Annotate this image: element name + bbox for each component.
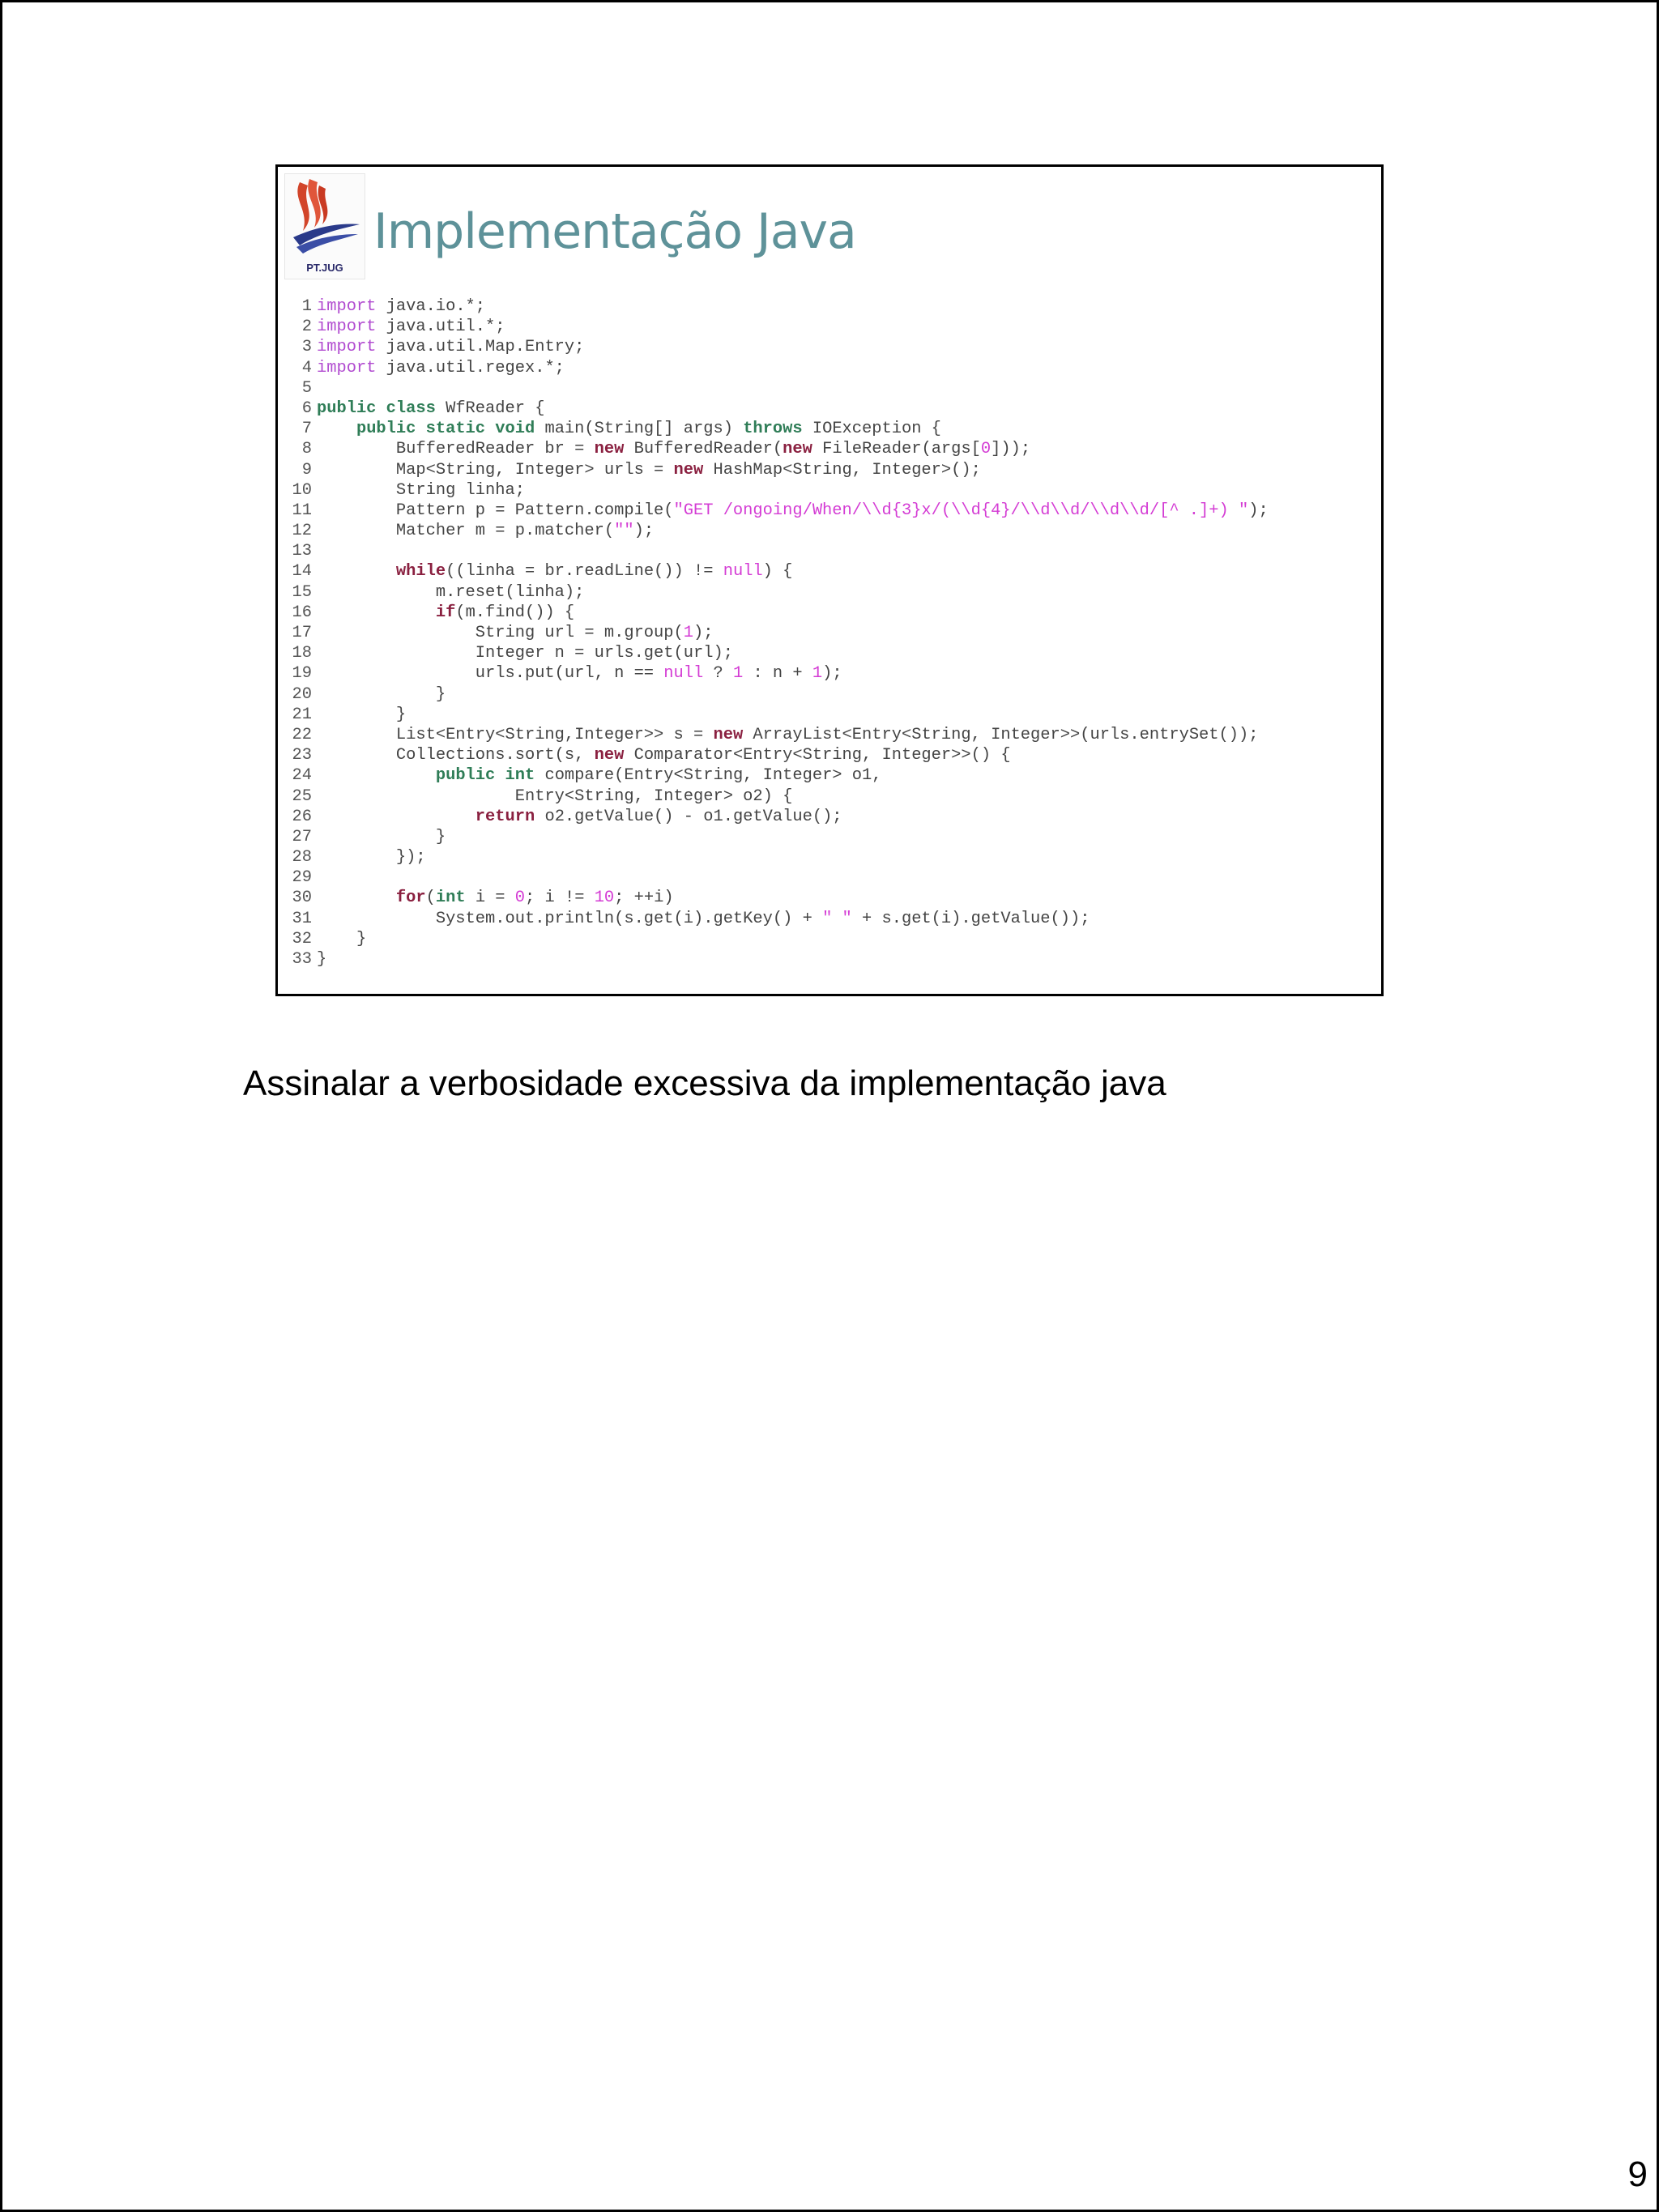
line-number: 24 <box>292 766 312 786</box>
code-token: 0 <box>514 889 526 908</box>
code-token: import <box>317 338 377 357</box>
code-line <box>278 521 1381 541</box>
code-token <box>317 808 476 826</box>
code-token: ? <box>703 664 733 684</box>
code-token <box>317 420 356 438</box>
code-token: Pattern p = Pattern.compile( <box>317 501 674 520</box>
code-token <box>317 889 396 907</box>
line-number: 26 <box>292 807 312 826</box>
code-token: ); <box>822 664 842 684</box>
line-number: 21 <box>292 705 312 724</box>
code-token: ; i != <box>525 889 595 908</box>
code-token: } <box>317 950 327 969</box>
code-line <box>278 603 1381 623</box>
code-line <box>278 623 1381 643</box>
code-token: new <box>673 460 704 479</box>
code-token: java.util.Map.Entry; <box>376 338 585 357</box>
code-token: BufferedReader br = <box>317 440 595 459</box>
line-number: 14 <box>292 562 312 582</box>
line-number: 7 <box>301 420 312 439</box>
line-number: 29 <box>292 868 312 888</box>
code-token: Map<String, Integer> urls = <box>317 460 674 479</box>
code-token: urls.put(url, n == <box>317 664 664 684</box>
code-line <box>278 582 1381 603</box>
code-token: 1 <box>812 664 823 684</box>
code-token: for <box>395 889 426 908</box>
code-line <box>278 949 1381 970</box>
code-line <box>278 419 1381 439</box>
code-line <box>278 888 1381 908</box>
code-token: new <box>783 440 812 459</box>
code-line <box>278 399 1381 419</box>
code-token <box>317 603 436 622</box>
code-token: new <box>713 725 744 744</box>
code-token: 0 <box>980 440 992 459</box>
code-token: new <box>594 746 625 765</box>
line-number: 13 <box>292 542 312 561</box>
code-token: Matcher m = p.matcher( <box>317 522 615 541</box>
line-number: 15 <box>292 582 312 602</box>
code-token: ])); <box>991 440 1031 459</box>
line-number: 33 <box>292 950 312 969</box>
code-line <box>278 684 1381 705</box>
code-token: m.reset(linha); <box>317 582 585 602</box>
code-token: 1 <box>732 664 744 684</box>
line-number: 22 <box>292 725 312 744</box>
line-number: 6 <box>301 399 312 418</box>
line-number: 10 <box>292 480 312 500</box>
code-token: ; ++i) <box>614 889 674 908</box>
line-number: 5 <box>301 378 312 398</box>
code-token: i = <box>465 889 515 908</box>
code-token: compare(Entry<String, Integer> o1, <box>535 766 882 786</box>
code-token: if <box>435 603 456 622</box>
line-number: 16 <box>292 603 312 622</box>
code-token: (m.find()) { <box>455 603 575 622</box>
code-line <box>278 847 1381 867</box>
page-number: 9 <box>1627 2154 1648 2194</box>
code-token: return <box>475 807 535 826</box>
code-token: "" <box>614 522 634 541</box>
code-line <box>278 725 1381 745</box>
code-token: ); <box>633 522 655 541</box>
line-number: 20 <box>292 684 312 704</box>
slide-title: Implementação Java <box>373 203 856 260</box>
code-token: null <box>663 664 704 684</box>
code-token: } <box>317 827 446 846</box>
code-token: public int <box>435 766 535 786</box>
code-token: FileReader(args[ <box>812 440 981 459</box>
code-line <box>278 337 1381 357</box>
line-number: 28 <box>292 848 312 867</box>
code-token: import <box>317 297 377 316</box>
code-token: "GET /ongoing/When/\\d{3}x/(\\d{4}/\\d\\d/\\d\\d/[^ .]+) " <box>673 501 1249 520</box>
code-token: main(String[] args) <box>535 420 744 439</box>
slide-caption: Assinalar a verbosidade excessiva da implementação java <box>243 1063 1166 1103</box>
line-number: 32 <box>292 929 312 948</box>
line-number: 3 <box>301 338 312 357</box>
code-token: System.out.println(s.get(i).getKey() + <box>317 909 823 928</box>
line-number: 23 <box>292 746 312 765</box>
code-line <box>278 663 1381 684</box>
code-token: int <box>435 889 466 908</box>
line-number: 1 <box>301 297 312 316</box>
ptjug-logo <box>284 173 365 279</box>
code-token: ((linha = br.readLine()) != <box>446 562 723 582</box>
code-line <box>278 745 1381 765</box>
code-token: List<Entry<String,Integer>> s = <box>317 725 714 744</box>
code-token: ); <box>693 624 714 642</box>
ptjug-logo-icon <box>285 174 366 263</box>
line-number: 11 <box>292 501 312 520</box>
code-line <box>278 296 1381 317</box>
code-line <box>278 909 1381 929</box>
line-number: 12 <box>292 522 312 541</box>
code-token: java.io.*; <box>376 297 486 316</box>
line-number: 18 <box>292 644 312 663</box>
code-line <box>278 439 1381 459</box>
code-token: String url = m.group( <box>317 624 684 642</box>
code-token: java.util.*; <box>376 318 505 337</box>
code-line <box>278 460 1381 480</box>
code-line <box>278 480 1381 501</box>
code-token: new <box>594 440 625 459</box>
code-line <box>278 561 1381 582</box>
code-token: } <box>317 684 446 704</box>
code-token: java.util.regex.*; <box>376 358 565 377</box>
code-token: BufferedReader( <box>624 440 783 459</box>
code-token: WfReader { <box>435 399 545 418</box>
code-token: ( <box>425 889 436 908</box>
code-token: while <box>395 562 446 582</box>
code-token: 10 <box>594 889 615 908</box>
code-token <box>317 766 436 785</box>
code-token: Collections.sort(s, <box>317 746 595 765</box>
logo-text: PT.JUG <box>306 262 343 274</box>
line-number: 25 <box>292 786 312 806</box>
code-line <box>278 643 1381 663</box>
code-line <box>278 358 1381 378</box>
code-line <box>278 786 1381 807</box>
code-token: IOException { <box>802 420 941 439</box>
line-number: 19 <box>292 664 312 684</box>
code-line <box>278 378 1381 399</box>
code-token: public class <box>317 399 436 418</box>
code-token: throws <box>743 420 803 439</box>
code-token: o2.getValue() - o1.getValue(); <box>535 807 842 826</box>
line-number: 27 <box>292 827 312 846</box>
code-line <box>278 867 1381 888</box>
code-token: ) { <box>762 562 793 582</box>
code-line <box>278 501 1381 521</box>
code-line <box>278 541 1381 561</box>
code-token: ArrayList<Entry<String, Integer>>(urls.entrySet()); <box>743 725 1259 744</box>
code-token: HashMap<String, Integer>(); <box>703 460 981 479</box>
code-token: null <box>723 562 763 582</box>
code-token <box>317 562 396 581</box>
code-token: + s.get(i).getValue()); <box>851 909 1090 928</box>
code-token: 1 <box>683 624 693 642</box>
line-number: 9 <box>301 460 312 479</box>
code-token: " " <box>822 909 852 928</box>
code-line <box>278 807 1381 827</box>
code-token: String linha; <box>317 480 525 500</box>
line-number: 2 <box>301 318 312 337</box>
code-line <box>278 929 1381 949</box>
line-number: 30 <box>292 889 312 908</box>
code-token: Comparator<Entry<String, Integer>>() { <box>624 746 1011 765</box>
code-token: : n + <box>743 664 812 684</box>
line-number: 4 <box>301 358 312 377</box>
line-number: 17 <box>292 624 312 642</box>
code-token: public static void <box>356 420 535 439</box>
slide-thumbnail <box>275 164 1384 996</box>
code-token: import <box>317 358 377 377</box>
code-token: import <box>317 318 377 337</box>
code-token: ); <box>1248 501 1269 520</box>
code-token: }); <box>317 848 426 867</box>
line-number: 31 <box>292 909 312 928</box>
code-token: } <box>317 705 407 724</box>
code-line <box>278 765 1381 786</box>
code-line <box>278 705 1381 725</box>
line-number: 8 <box>301 440 312 459</box>
code-token: } <box>317 929 367 948</box>
code-listing <box>278 296 1381 970</box>
code-line <box>278 827 1381 847</box>
code-line <box>278 317 1381 337</box>
code-token: Entry<String, Integer> o2) { <box>317 786 793 806</box>
code-token: Integer n = urls.get(url); <box>317 644 733 663</box>
